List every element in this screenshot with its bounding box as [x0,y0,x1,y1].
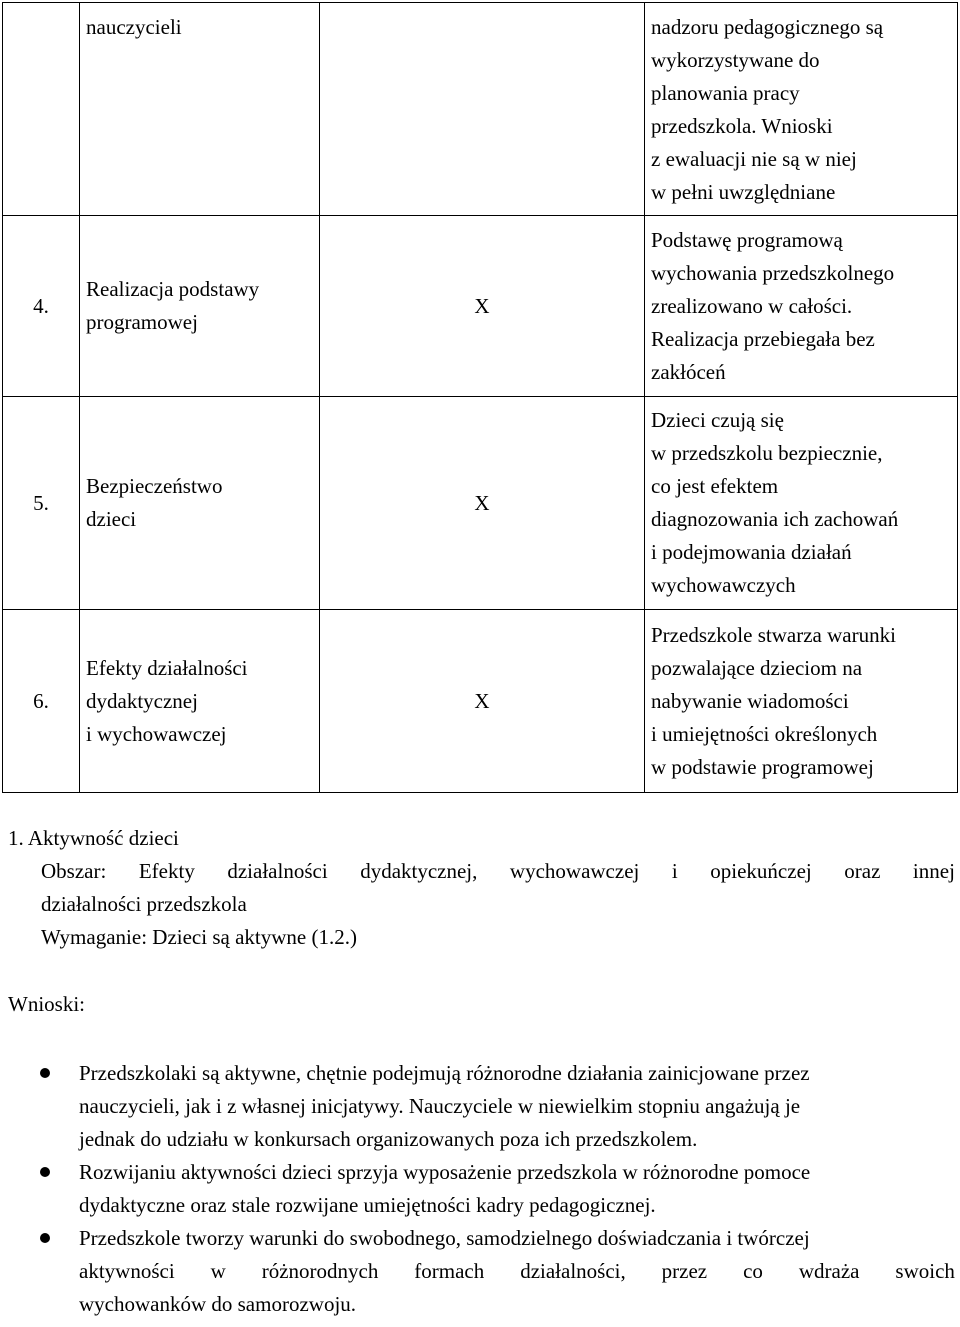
word: Efekty [138,859,195,883]
table-row [3,3,958,216]
desc-line: z ewaluacji nie są w niej [651,147,857,171]
row-number [3,3,80,216]
area-justified-line [41,855,955,888]
bullet-icon [40,1167,50,1177]
item-line: dydaktyczne oraz stale rozwijane umiejętności kadry pedagogicznej. [79,1193,656,1217]
description-cell [645,3,958,216]
desc-line: w przedszkolu bezpiecznie, [651,441,883,465]
description-cell [645,610,958,793]
item-line: Rozwijaniu aktywności dzieci sprzyja wyposażenie przedszkola w różnorodne pomoce [79,1160,811,1184]
desc-line: Przedszkole stwarza warunki [651,622,896,647]
item-line: nauczycieli, jak i z własnej inicjatywy. Nauczyciele w niewielkim stopniu angażują je [79,1094,801,1118]
word: działalności, [520,1259,626,1283]
list-item [0,1156,960,1222]
area-line: nauczycieli [86,15,182,39]
word: innej [912,859,955,883]
item-line: jednak do udziału w konkursach organizowanych poza ich przedszkolem. [79,1127,698,1151]
desc-line: nabywanie wiadomości [651,688,849,713]
word: dydaktycznej, [360,859,478,883]
desc-line: i umiejętności określonych [651,721,878,746]
desc-line: w podstawie programowej [651,754,874,779]
word: wychowawczej [509,859,640,883]
evaluation-table [2,2,958,793]
area-line: programowej [86,310,198,334]
item-justified-line [79,1255,955,1288]
desc-line: wychowania przedszkolnego [651,260,895,285]
word: wdraża [798,1259,860,1283]
desc-line: przedszkola. Wnioski [651,114,833,138]
word: swoich [895,1259,955,1283]
area-cell [80,3,320,216]
row-number: 4. [3,216,80,397]
desc-line: zrealizowano w całości. [651,293,853,318]
desc-line: pozwalające dzieciom na [651,655,863,680]
word: działalności [227,859,328,883]
description-cell [645,216,958,397]
area-line: dydaktycznej [86,688,198,713]
table-row [3,216,958,397]
table-row [3,610,958,793]
word: opiekuńczej [710,859,812,883]
desc-line: Podstawę programową [651,227,843,252]
word: formach [414,1259,485,1283]
desc-line: co jest efektem [651,474,779,498]
area-cell [80,397,320,610]
conclusions-label: Wnioski: [8,992,85,1016]
desc-line: wychowawczych [651,573,796,597]
area-line: i wychowawczej [86,721,227,746]
desc-line: diagnozowania ich zachowań [651,507,899,531]
row-number: 6. [3,610,80,793]
conclusions-list [0,1057,960,1321]
area-line-1 [8,855,960,888]
table-row [3,397,958,610]
requirement-line: Wymaganie: Dzieci są aktywne (1.2.) [41,925,357,949]
area-line: dzieci [86,507,137,531]
section-heading [8,822,960,954]
bullet-icon [40,1068,50,1078]
word: Obszar: [41,859,107,883]
row-number: 5. [3,397,80,610]
description-cell [645,397,958,610]
word: przez [661,1259,708,1283]
desc-line: i podejmowania działań [651,540,852,564]
word: aktywności [79,1259,175,1283]
area-line-2: działalności przedszkola [41,892,247,916]
desc-line: nadzoru pedagogicznego są [651,15,884,39]
word: oraz [844,859,881,883]
desc-line: wykorzystywane do [651,48,820,72]
desc-line: Dzieci czują się [651,408,784,432]
item-line: wychowanków do samorozwoju. [79,1292,357,1316]
mark-cell [320,3,645,216]
list-item [0,1057,960,1156]
bullet-icon [40,1233,50,1243]
desc-line: w pełni uwzględniane [651,180,836,204]
mark-cell: X [320,610,645,793]
item-line: Przedszkolaki są aktywne, chętnie podejmują różnorodne działania zainicjowane przez [79,1061,810,1085]
desc-line: zakłóceń [651,359,726,384]
section-title: 1. Aktywność dzieci [8,826,179,850]
word: różnorodnych [261,1259,379,1283]
area-cell [80,610,320,793]
area-line: Bezpieczeństwo [86,474,223,498]
item-line: Przedszkole tworzy warunki do swobodnego, samodzielnego doświadczania i twórczej [79,1226,810,1250]
mark-cell: X [320,216,645,397]
word: co [743,1259,763,1283]
area-line: Efekty działalności [86,655,248,680]
area-cell [80,216,320,397]
desc-line: Realizacja przebiegała bez [651,326,875,351]
word: w [210,1259,226,1283]
list-item [0,1222,960,1321]
area-line: Realizacja podstawy [86,277,260,301]
word: i [671,859,678,883]
desc-line: planowania pracy [651,81,800,105]
mark-cell: X [320,397,645,610]
